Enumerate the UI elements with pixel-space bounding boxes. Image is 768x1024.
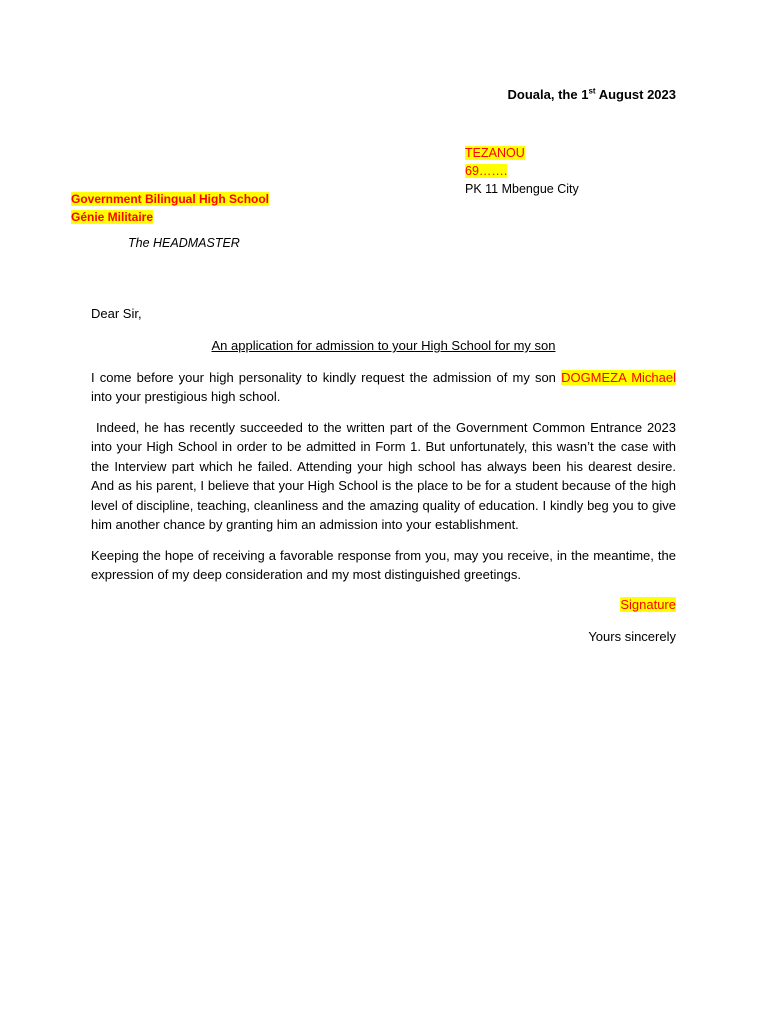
date-suffix: August 2023 [595,87,676,102]
signature [620,597,676,612]
subject-line [91,338,676,353]
paragraph-1-end: into your prestigious high school. [91,389,281,405]
date-ordinal: st [588,86,596,96]
salutation: Dear Sir, [91,306,142,321]
paragraph-1-start: I come before your high personality to kindly request the admission of my son [91,370,562,385]
sender-address: PK 11 Mbengue City [465,182,579,196]
closing: Yours sincerely [588,629,676,644]
sender-block [465,144,579,198]
son-name: DOGMEZA Michael [561,370,676,385]
subject-text: An application for admission to your High School for my son [211,338,556,353]
paragraph-3: Keeping the hope of receiving a favorable response from you, may you receive, in the meantime, the expression of my deep consideration and my most distinguished greetings. [91,548,676,583]
paragraph-2: Indeed, he has recently succeeded to the written part of the Government Common Entrance 2023 into your High School in order to be admitted in Form 1. But unfortunately, this wasn’t the case with the Interview part which he failed. Attending your high school has always been his dearest desire. And as his parent, I believe that your High School is the place to be for a student because of the high level of discipline, teaching, cleanliness and the amazing quality of education. I kindly beg you to give him another chance by granting him an admission into your establishment. [91,420,680,533]
signature-text: Signature [620,597,676,612]
sender-phone: 69……. [465,164,508,178]
recipient-title: The HEADMASTER [128,236,240,250]
paragraph-1 [91,368,676,407]
recipient-school: Government Bilingual High School Génie Militaire [71,192,270,224]
recipient-block [71,190,301,226]
date-prefix: Douala, the 1 [507,87,589,102]
letter-date [508,87,676,102]
sender-name: TEZANOU [465,146,525,160]
